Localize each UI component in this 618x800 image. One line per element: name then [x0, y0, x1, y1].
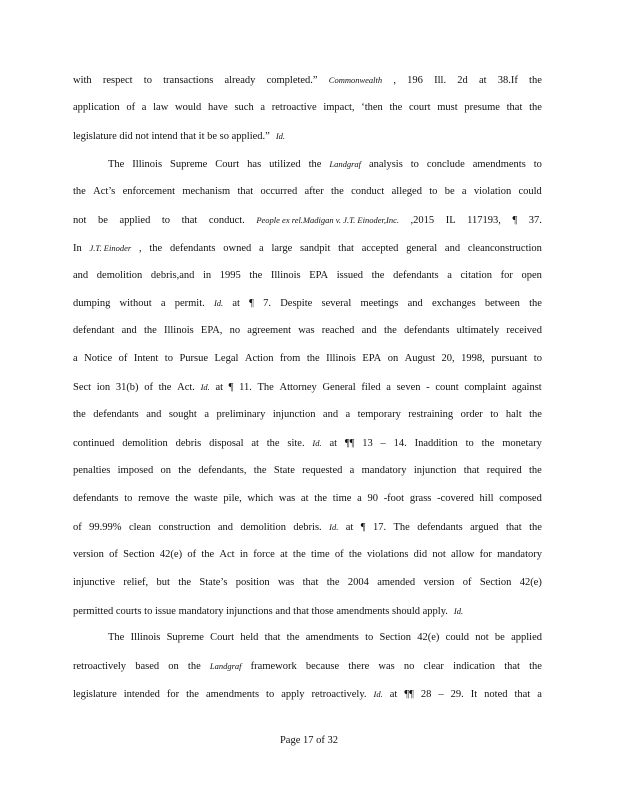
text-line: defendants to remove the waste pile, which was at the time a 90 -foot grass -covered hill composed: [73, 493, 542, 504]
citation: Id.: [213, 298, 224, 308]
citation: Id.: [373, 689, 383, 699]
citation: People ex rel.Madigan v. J.T. Einoder,Inc.: [256, 215, 399, 225]
page-footer: Page 17 of 32: [279, 735, 339, 746]
text-line: The Illinois Supreme Court held that the amendments to Section 42(e) could not be applied: [108, 632, 542, 643]
text-line: and demolition debris,and in 1995 the Illinois EPA issued the defendants a citation for open: [73, 270, 542, 281]
citation: Landgraf: [209, 661, 242, 671]
citation: Id.: [275, 131, 286, 141]
text-line: defendant and the Illinois EPA, no agreement was reached and the defendants ultimately received: [73, 325, 542, 336]
text-line: dumping without a permit. Id. at ¶ 7. Despite several meetings and exchanges between the: [73, 298, 542, 309]
line-text: legislature did not intend that it be so applied.”: [73, 131, 270, 142]
text-line: penalties imposed on the defendants, the State requested a mandatory injunction that required the: [73, 465, 542, 476]
text-line: of 99.99% clean construction and demolition debris. Id. at ¶ 17. The defendants argued that the: [73, 522, 542, 533]
text-line: In J.T. Einoder , the defendants owned a large sandpit that accepted general and cleanconstruction: [73, 243, 542, 254]
citation: Id.: [200, 382, 210, 392]
text-line: the defendants and sought a preliminary injunction and a temporary restraining order to halt the: [73, 409, 542, 420]
text-line: [73, 605, 542, 617]
text-line: not be applied to that conduct. People ex rel.Madigan v. J.T. Einoder,Inc. ,2015 IL 117193, ¶ 37.: [73, 215, 542, 226]
text-line: application of a law would have such a retroactive impact, ‘then the court must presume that the: [73, 102, 542, 113]
text-line: version of Section 42(e) of the Act in force at the time of the violations did not allow for mandatory: [73, 549, 542, 560]
text-line: retroactively based on the Landgraf framework because there was no clear indication that the: [73, 661, 542, 672]
text-line: with respect to transactions already completed.” Commonwealth , 196 Ill. 2d at 38.If the: [73, 75, 542, 86]
text-line: injunctive relief, but the State’s position was that the 2004 amended version of Section 42(e): [73, 577, 542, 588]
citation: Id.: [312, 438, 322, 448]
text-line: legislature intended for the amendments to apply retroactively. Id. at ¶¶ 28 – 29. It noted that a: [73, 689, 542, 700]
text-line: a Notice of Intent to Pursue Legal Action from the Illinois EPA on August 20, 1998, pursuant to: [73, 353, 542, 364]
line-text: permitted courts to issue mandatory injunctions and that those amendments should apply.: [73, 606, 448, 617]
text-line: Sect ion 31(b) of the Act. Id. at ¶ 11. The Attorney General filed a seven - count complaint against: [73, 382, 542, 393]
citation: Id.: [329, 522, 339, 532]
citation: Id.: [453, 606, 464, 616]
text-line: the Act’s enforcement mechanism that occurred after the conduct alleged to be a violation could: [73, 186, 542, 197]
citation: Commonwealth: [328, 75, 383, 85]
citation: Landgraf: [329, 159, 361, 169]
text-line: The Illinois Supreme Court has utilized the Landgraf analysis to conclude amendments to: [108, 159, 542, 170]
text-line: [73, 130, 542, 142]
citation: J.T. Einoder: [89, 243, 132, 253]
text-line: continued demolition debris disposal at the site. Id. at ¶¶ 13 – 14. Inaddition to the monetary: [73, 438, 542, 449]
